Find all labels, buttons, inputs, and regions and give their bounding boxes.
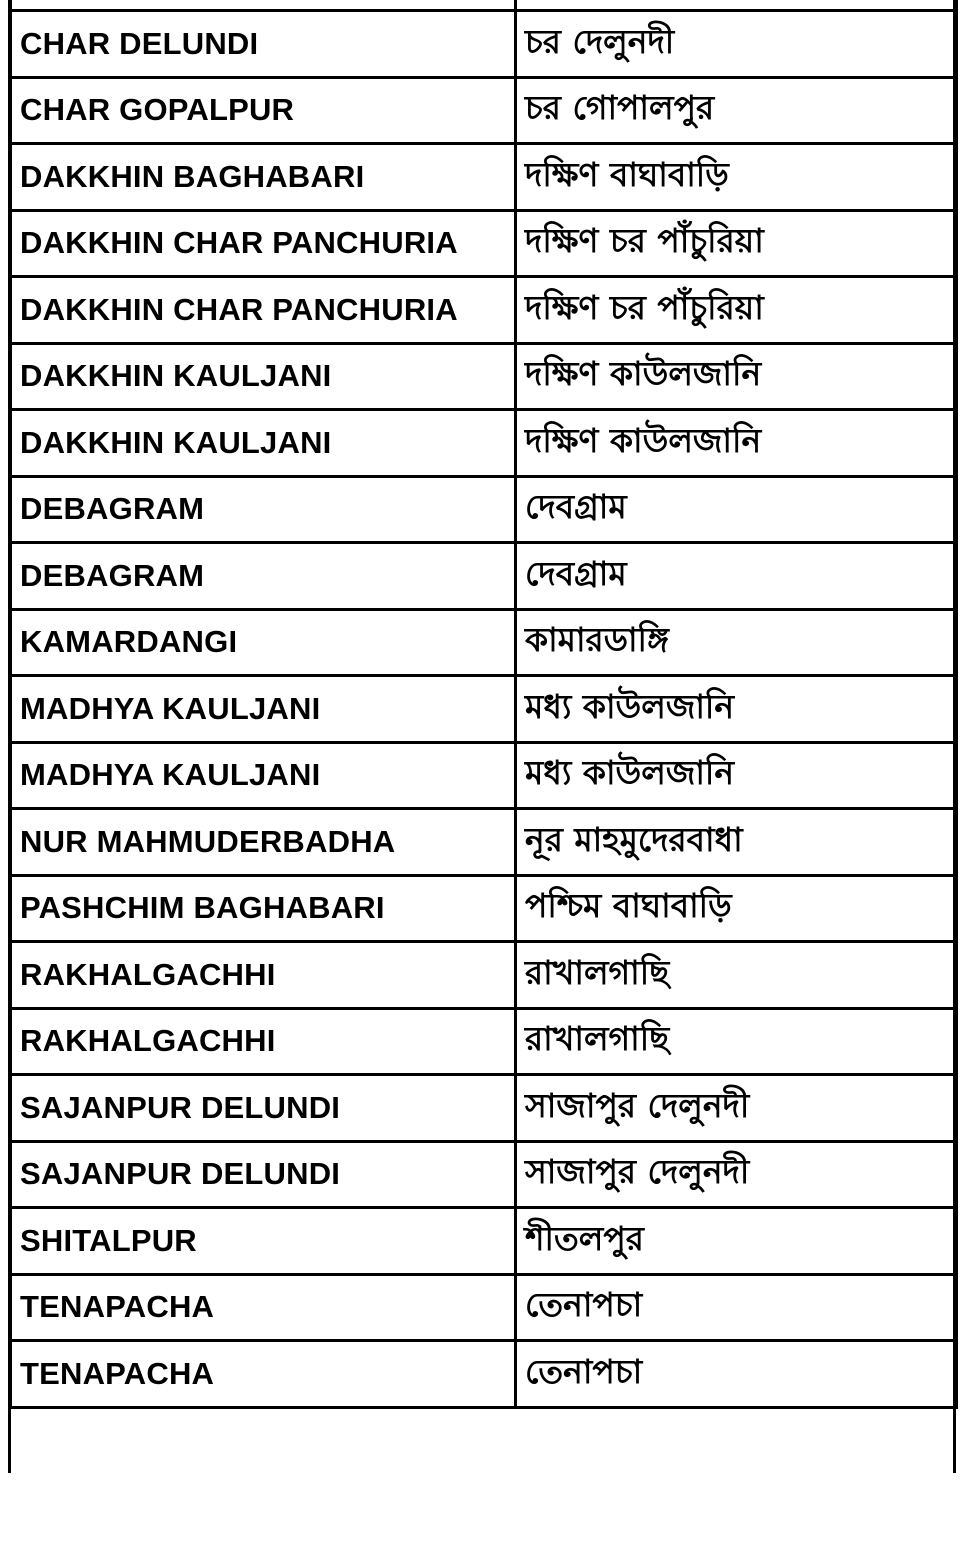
cell-bengali-name: চর দেলুনদী [516,11,957,78]
table-row [11,476,957,543]
table-row [11,144,957,211]
table-row [11,1008,957,1075]
cell-bengali-name: রাখালগাছি [516,942,957,1009]
cell-english-name: SHITALPUR [11,1208,516,1275]
cell-english-name: KAMARDANGI [11,609,516,676]
cut-header-cell-english [11,0,516,11]
cell-bengali-name: দক্ষিণ চর পাঁচুরিয়া [516,277,957,344]
cell-english-name: CHAR DELUNDI [11,11,516,78]
table-row [11,1208,957,1275]
cell-bengali-name: দক্ষিণ বাঘাবাড়ি [516,144,957,211]
table-row [11,742,957,809]
table-row [11,11,957,78]
cell-bengali-name: দেবগ্রাম [516,476,957,543]
cell-english-name: NUR MAHMUDERBADHA [11,809,516,876]
cell-bengali-name: কামারডাঙ্গি [516,609,957,676]
cell-english-name: TENAPACHA [11,1274,516,1341]
cell-bengali-name: মধ্য কাউলজানি [516,742,957,809]
cell-english-name: DAKKHIN KAULJANI [11,343,516,410]
cell-english-name: DAKKHIN CHAR PANCHURIA [11,210,516,277]
cut-header-cell-bengali [516,0,957,11]
place-name-table [9,0,958,1409]
cell-bengali-name: চর গোপালপুর [516,77,957,144]
cell-bengali-name: তেনাপচা [516,1341,957,1408]
cell-bengali-name: সাজাপুর দেলুনদী [516,1141,957,1208]
cell-bengali-name: রাখালগাছি [516,1008,957,1075]
table-row [11,1341,957,1408]
table-row [11,1274,957,1341]
cell-english-name: SAJANPUR DELUNDI [11,1141,516,1208]
cell-english-name: DAKKHIN BAGHABARI [11,144,516,211]
table-row [11,609,957,676]
cell-bengali-name: শীতলপুর [516,1208,957,1275]
cell-english-name: MADHYA KAULJANI [11,676,516,743]
table-row [11,1141,957,1208]
cell-bengali-name: দেবগ্রাম [516,543,957,610]
table-row [11,942,957,1009]
table-body [11,0,957,1407]
cell-bengali-name: দক্ষিণ কাউলজানি [516,343,957,410]
cell-english-name: TENAPACHA [11,1341,516,1408]
table-row [11,676,957,743]
cut-header-row [11,0,957,11]
table-row [11,277,957,344]
cell-english-name: DAKKHIN KAULJANI [11,410,516,477]
cell-english-name: DAKKHIN CHAR PANCHURIA [11,277,516,344]
cell-bengali-name: দক্ষিণ চর পাঁচুরিয়া [516,210,957,277]
cell-english-name: CHAR GOPALPUR [11,77,516,144]
cell-bengali-name: তেনাপচা [516,1274,957,1341]
table-row [11,1075,957,1142]
cell-english-name: RAKHALGACHHI [11,1008,516,1075]
table-row [11,210,957,277]
cell-english-name: SAJANPUR DELUNDI [11,1075,516,1142]
cell-bengali-name: পশ্চিম বাঘাবাড়ি [516,875,957,942]
cell-english-name: MADHYA KAULJANI [11,742,516,809]
cell-english-name: PASHCHIM BAGHABARI [11,875,516,942]
cell-english-name: RAKHALGACHHI [11,942,516,1009]
table-row [11,77,957,144]
table-row [11,410,957,477]
table-row [11,809,957,876]
table-row [11,543,957,610]
cell-bengali-name: মধ্য কাউলজানি [516,676,957,743]
table-row [11,343,957,410]
cell-english-name: DEBAGRAM [11,543,516,610]
cell-bengali-name: নূর মাহমুদেরবাধা [516,809,957,876]
table-row [11,875,957,942]
cell-bengali-name: দক্ষিণ কাউলজানি [516,410,957,477]
cell-bengali-name: সাজাপুর দেলুনদী [516,1075,957,1142]
cell-english-name: DEBAGRAM [11,476,516,543]
